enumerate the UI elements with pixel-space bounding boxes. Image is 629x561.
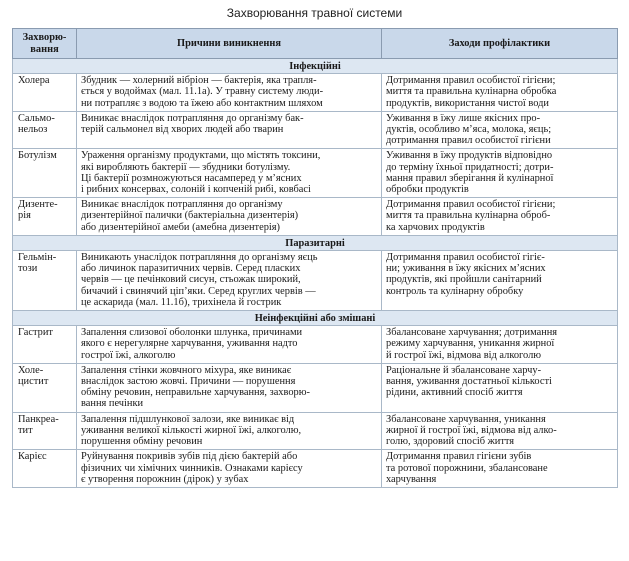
table-title: Захворювання травної системи xyxy=(226,6,403,20)
section-row xyxy=(13,235,618,250)
cause-cell: Збудник — холерний вібріон — бактерія, яка трапля- ється у водоймах (мал. 11.1а). У травну систему люди- ни потрапляє з водою та їжею або контактним шляхом xyxy=(77,74,382,112)
prevention-cell: Збалансоване харчування; дотримання режиму харчування, уникання жирної й гострої їжі, відмова від алкоголю xyxy=(382,326,618,364)
disease-name-cell: Панкреа- тит xyxy=(13,412,77,450)
disease-name-cell: Холе- цистит xyxy=(13,363,77,412)
prevention-cell: Дотримання правил гігієни зубів та ротової порожнини, збалансоване харчування xyxy=(382,450,618,488)
prevention-cell: Збалансоване харчування, уникання жирної й гострої їжі, відмова від алко- голю, здоровий спосіб життя xyxy=(382,412,618,450)
section-label: Інфекційні xyxy=(13,59,618,74)
disease-name-cell: Сальмо- нельоз xyxy=(13,111,77,149)
disease-name-cell: Ботулізм xyxy=(13,149,77,198)
cause-cell: Запалення слизової оболонки шлунка, причинами якого є нерегулярне харчування, уживання надто гострої їжі, алкоголю xyxy=(77,326,382,364)
table-row xyxy=(13,111,618,149)
header-prevention: Заходи профілактики xyxy=(382,29,618,59)
table-row xyxy=(13,412,618,450)
cause-cell: Руйнування покривів зубів під дією бактерій або фізичних чи хімічних чинників. Ознаками карієсу є утворення порожнин (дірок) у зубах xyxy=(77,450,382,488)
table-row xyxy=(13,74,618,112)
header-causes: Причини виникнення xyxy=(77,29,382,59)
table-row xyxy=(13,363,618,412)
prevention-cell: Дотримання правил особистої гігієни; миття та правильна кулінарна оброб- ка харчових продуктів xyxy=(382,198,618,236)
table-row xyxy=(13,251,618,311)
table-row xyxy=(13,149,618,198)
disease-name-cell: Дизенте- рія xyxy=(13,198,77,236)
cause-cell: Запалення стінки жовчного міхура, яке виникає внаслідок застою жовчі. Причини — порушення обміну речовин, неправильне харчування, захворю- вання печінки xyxy=(77,363,382,412)
disease-name-cell: Карієс xyxy=(13,450,77,488)
table-row xyxy=(13,450,618,488)
cause-cell: Запалення підшлункової залози, яке виникає від уживання великої кількості жирної їжі, алкоголю, порушення обміну речовин xyxy=(77,412,382,450)
table-row xyxy=(13,198,618,236)
digestive-diseases-table xyxy=(12,28,618,488)
prevention-cell: Раціональне й збалансоване харчу- вання, уживання достатньої кількості рідини, активний спосіб життя xyxy=(382,363,618,412)
cause-cell: Виникає внаслідок потрапляння до організму бак- терій сальмонел від хворих людей або тварин xyxy=(77,111,382,149)
section-label: Паразитарні xyxy=(13,235,618,250)
header-disease: Захворю- вання xyxy=(13,29,77,59)
table-body xyxy=(13,59,618,488)
disease-name-cell: Холера xyxy=(13,74,77,112)
section-row xyxy=(13,59,618,74)
cause-cell: Виникають унаслідок потрапляння до організму яєць або личинок паразитичних червів. Серед пласких червів — це печінковий сисун, стьожак широкий, бичачий і свинячий ціп’яки. Серед круглих червів — це аскарида (мал. 11.1б), трихінела й гострик xyxy=(77,251,382,311)
prevention-cell: Уживання в їжу продуктів відповідно до терміну їхньої придатності; дотри- мання правил зберігання й кулінарної обробки продуктів xyxy=(382,149,618,198)
prevention-cell: Дотримання правил особистої гігіє- ни; уживання в їжу якісних м’ясних продуктів, які пройшли санітарний контроль та кулінарну обробку xyxy=(382,251,618,311)
section-row xyxy=(13,311,618,326)
prevention-cell: Уживання в їжу лише якісних про- дуктів, особливо м’яса, молока, яєць; дотримання правил особистої гігієни xyxy=(382,111,618,149)
cause-cell: Ураження організму продуктами, що містять токсини, які виробляють бактерії — збудники ботулізму. Ці бактерії розмножуються насамперед у м’ясних і рибних консервах, солоній і копченій рибі, ковбасі xyxy=(77,149,382,198)
table-row xyxy=(13,326,618,364)
cause-cell: Виникає внаслідок потрапляння до організму дизентерійної палички (бактеріальна дизентерія) або дизентерійної амеби (амебна дизентерія) xyxy=(77,198,382,236)
disease-name-cell: Гастрит xyxy=(13,326,77,364)
disease-name-cell: Гельмін- този xyxy=(13,251,77,311)
prevention-cell: Дотримання правил особистої гігієни; миття та правильна кулінарна обробка продуктів, використання чистої води xyxy=(382,74,618,112)
section-label: Неінфекційні або змішані xyxy=(13,311,618,326)
header-row xyxy=(13,29,618,59)
